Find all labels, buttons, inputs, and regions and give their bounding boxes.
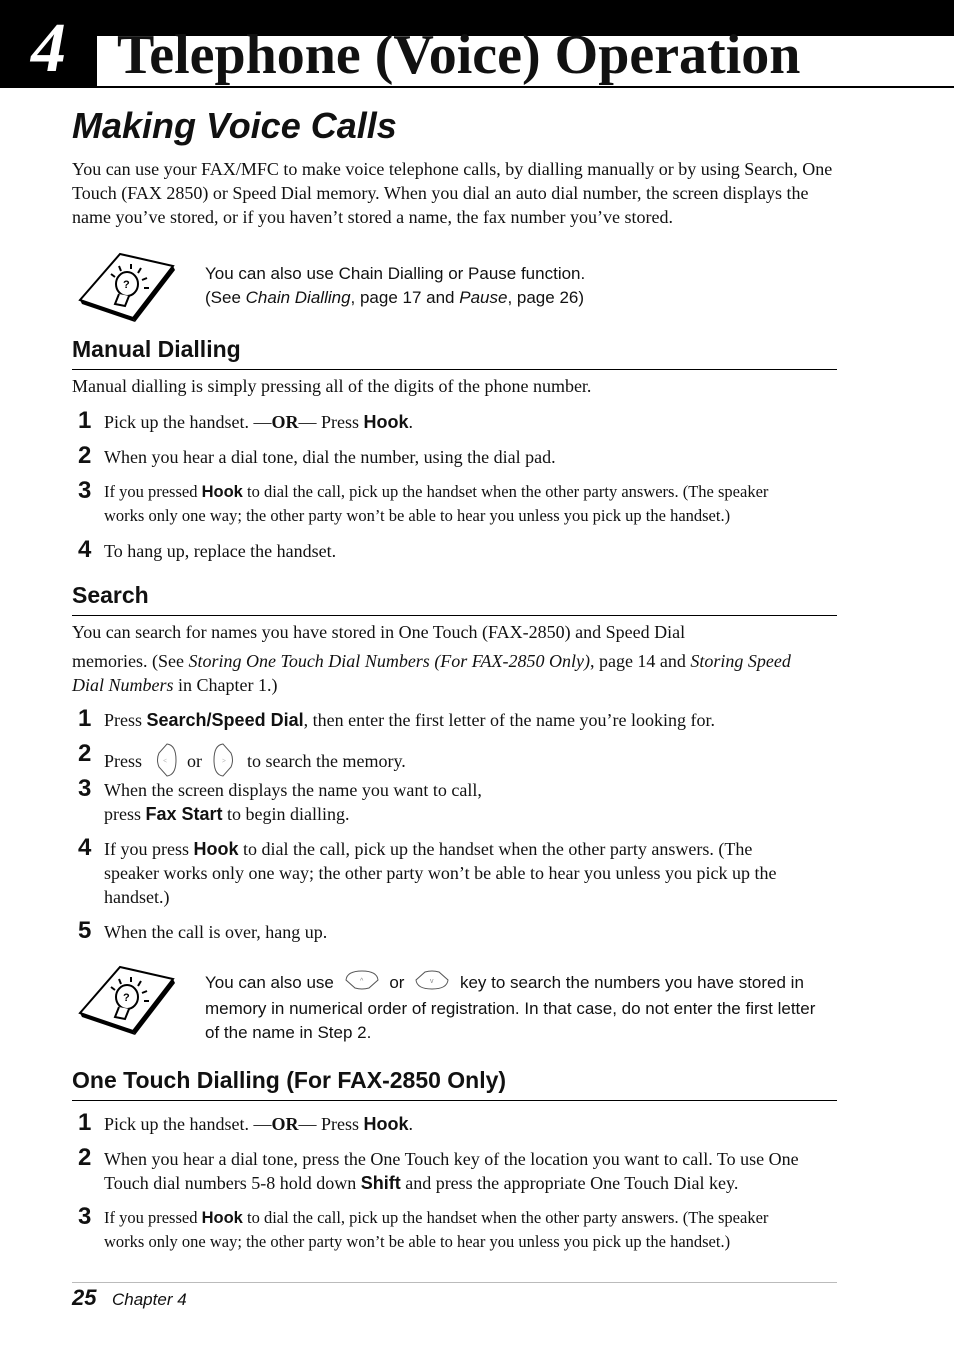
intro-text: in Chapter 1.) xyxy=(173,675,278,695)
page-number: 25 xyxy=(72,1285,97,1310)
or-text: or xyxy=(187,751,203,772)
footer-chapter-label: Chapter 4 xyxy=(112,1290,187,1309)
step-text xyxy=(104,410,842,434)
intro-paragraph: You can use your FAX/MFC to make voice telephone calls, by dialling manually or by using Search, One Touch (FAX 2850) or Speed Dial memory. When you dial an auto dial number, the screen displays the name you’ve stored, or if you haven’t stored a name, the fax number you’ve stored. xyxy=(72,159,833,227)
step-text-pre: press xyxy=(104,804,146,824)
section-title: Making Voice Calls xyxy=(72,105,397,146)
header-rule xyxy=(97,86,954,88)
step-text-mid: — Press xyxy=(298,1114,364,1134)
hook-key: Hook xyxy=(363,412,409,432)
search-intro-line2 xyxy=(72,649,842,673)
hook-key: Hook xyxy=(363,1114,409,1134)
chapter-title: Telephone (Voice) Operation xyxy=(117,24,801,86)
note-lightbulb-icon xyxy=(75,252,175,324)
search-intro-line1: You can search for names you have stored in One Touch (FAX-2850) and Speed Dial xyxy=(72,622,686,642)
or-text: or xyxy=(389,972,405,992)
step-text-pre: Pick up the handset. — xyxy=(104,412,272,432)
step-text xyxy=(104,708,842,732)
cross-reference: Dial Numbers xyxy=(72,675,174,695)
note-line: You can also use Chain Dialling or Pause function. xyxy=(205,264,586,283)
step-number: 3 xyxy=(78,775,92,802)
step-text xyxy=(104,480,842,528)
step-text-post: to dial the call, pick up the handset when the other party answers. (The speaker xyxy=(242,1208,769,1227)
note-text-pre: You can also use xyxy=(205,972,334,992)
intro-text: memories. (See xyxy=(72,651,189,671)
step-text-pre: If you pressed xyxy=(104,482,202,501)
step-text: When you hear a dial tone, dial the number, using the dial pad. xyxy=(104,447,556,467)
manual-intro: Manual dialling is simply pressing all of the digits of the phone number. xyxy=(72,376,592,396)
cross-reference: Storing One Touch Dial Numbers (For FAX-2850 Only) xyxy=(188,651,590,671)
note-lightbulb-icon xyxy=(75,965,175,1037)
step-text xyxy=(104,837,842,909)
step-text-pre: If you pressed xyxy=(104,1208,202,1227)
step-number: 1 xyxy=(78,1109,92,1136)
step-text-post: and press the appropriate One Touch Dial key. xyxy=(400,1173,739,1193)
svg-text:<: < xyxy=(162,757,167,765)
step-text-line: speaker works only one way; the other party won’t be able to hear you unless you pick up the xyxy=(104,863,777,883)
svg-text:>: > xyxy=(221,757,226,765)
step-number: 4 xyxy=(78,536,92,563)
step-text-post: to search the memory. xyxy=(247,751,406,772)
svg-text:?: ? xyxy=(123,992,130,1004)
step-text xyxy=(104,743,842,783)
or-text: OR xyxy=(271,412,299,432)
svg-text:?: ? xyxy=(123,279,130,291)
cross-reference: Storing Speed xyxy=(690,651,791,671)
note-text-mid: , page 17 and xyxy=(350,288,460,307)
section-rule xyxy=(72,1100,837,1101)
one-touch-heading: One Touch Dialling (For FAX-2850 Only) xyxy=(72,1067,507,1093)
down-arrow-key-icon xyxy=(415,970,449,997)
svg-text:^: ^ xyxy=(359,978,363,985)
note-text-post: key to search the numbers you have stored in xyxy=(459,972,804,992)
shift-key: Shift xyxy=(360,1173,401,1193)
note-ref: Chain Dialling xyxy=(245,288,351,307)
hook-key: Hook xyxy=(193,839,239,859)
step-number: 5 xyxy=(78,917,92,944)
step-text-pre: If you press xyxy=(104,839,194,859)
manual-dialling-heading: Manual Dialling xyxy=(72,336,241,362)
step-text-post: . xyxy=(408,1114,413,1134)
intro-text: , page 14 and xyxy=(589,651,691,671)
step-number: 1 xyxy=(78,407,92,434)
fax-start-key: Fax Start xyxy=(145,804,223,824)
step-text xyxy=(104,778,842,826)
chapter-number: 4 xyxy=(31,10,66,87)
footer-rule xyxy=(72,1282,837,1283)
note-line: memory in numerical order of registration. In that case, do not enter the first letter xyxy=(205,999,816,1018)
note-text xyxy=(205,970,840,1045)
step-number: 4 xyxy=(78,834,92,861)
search-intro-line3 xyxy=(72,673,842,697)
step-text-mid: — Press xyxy=(298,412,364,432)
section-rule xyxy=(72,369,837,370)
step-number: 2 xyxy=(78,1144,92,1171)
or-text: OR xyxy=(271,1114,299,1134)
step-text-line: works only one way; the other party won’t be able to hear you unless you pick up the handset.) xyxy=(104,1232,731,1251)
hook-key: Hook xyxy=(201,483,243,501)
step-text-pre: Press xyxy=(104,710,147,730)
left-arrow-key-icon xyxy=(155,743,177,783)
step-text-post: . xyxy=(408,412,413,432)
note-text-pre: (See xyxy=(205,288,246,307)
right-arrow-key-icon xyxy=(213,743,235,783)
note-line xyxy=(205,286,835,310)
search-heading: Search xyxy=(72,582,149,608)
step-text: When the call is over, hang up. xyxy=(104,922,328,942)
step-text xyxy=(104,1112,842,1136)
step-text: To hang up, replace the handset. xyxy=(104,541,337,561)
note-ref: Pause xyxy=(459,288,508,307)
svg-text:v: v xyxy=(430,978,434,985)
step-text-post: , then enter the first letter of the name you’re looking for. xyxy=(303,710,715,730)
hook-key: Hook xyxy=(201,1209,243,1227)
note-text xyxy=(205,262,835,310)
step-text xyxy=(104,1206,842,1254)
step-text-line xyxy=(104,802,842,826)
step-text-pre: Press xyxy=(104,751,143,772)
step-text-line xyxy=(104,1171,842,1195)
up-arrow-key-icon xyxy=(345,970,379,997)
step-number: 3 xyxy=(78,1203,92,1230)
step-text-post: to dial the call, pick up the handset when the other party answers. (The xyxy=(238,839,753,859)
step-text-post: to begin dialling. xyxy=(222,804,350,824)
section-rule xyxy=(72,615,837,616)
search-speed-dial-key: Search/Speed Dial xyxy=(146,710,304,730)
step-number: 2 xyxy=(78,442,92,469)
step-text-line: works only one way; the other party won’t be able to hear you unless you pick up the handset.) xyxy=(104,506,731,525)
step-number: 2 xyxy=(78,740,92,767)
step-text-line: When you hear a dial tone, press the One Touch key of the location you want to call. To use One xyxy=(104,1149,799,1169)
note-line xyxy=(205,970,840,997)
step-number: 1 xyxy=(78,705,92,732)
step-number: 3 xyxy=(78,477,92,504)
note-text-post: , page 26) xyxy=(507,288,585,307)
step-text-pre: Pick up the handset. — xyxy=(104,1114,272,1134)
step-text-pre: Touch dial numbers 5-8 hold down xyxy=(104,1173,361,1193)
step-text-line: When the screen displays the name you want to call, xyxy=(104,780,482,800)
step-text-line: handset.) xyxy=(104,887,170,907)
step-text-post: to dial the call, pick up the handset when the other party answers. (The speaker xyxy=(242,482,769,501)
step-text xyxy=(104,1147,842,1195)
note-line: of the name in Step 2. xyxy=(205,1023,372,1042)
